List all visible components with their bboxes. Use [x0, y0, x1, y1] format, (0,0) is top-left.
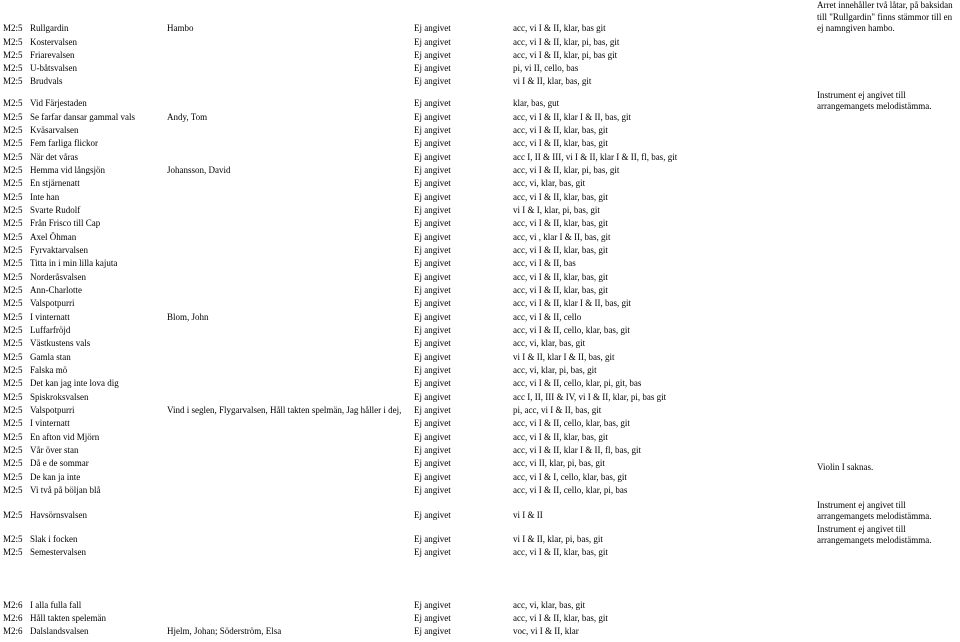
row-instrumentation: acc, vi, klar, bas, git [513, 178, 586, 188]
row-title: Fem farliga flickor [30, 138, 98, 148]
row-instrumentation: acc, vi I & II, klar, bas, git [513, 192, 608, 202]
row-instrumentation: acc, vi I & II, bas [513, 258, 576, 268]
row-instrumentation: acc, vi I & II, klar, bas, git [513, 138, 608, 148]
row-key: Ej angivet [414, 232, 451, 242]
row-instrumentation: vi I & I, klar, pi, bas, git [513, 205, 600, 215]
row-instrumentation: acc, vi I & II, cello, klar, bas, git [513, 325, 630, 335]
row-title: Titta in i min lilla kajuta [30, 258, 118, 268]
row-key: Ej angivet [414, 510, 451, 520]
row-title: Vi två på böljan blå [30, 485, 101, 495]
row-instrumentation: acc, vi I & II, klar, pi, bas, git [513, 37, 620, 47]
row-title: Luffarfröjd [30, 325, 71, 335]
row-catalog-id: M2:6 [3, 613, 23, 623]
row-title: Vid Färjestaden [30, 98, 87, 108]
row-composer: Johansson, David [167, 165, 231, 175]
row-key: Ej angivet [414, 600, 451, 610]
row-catalog-id: M2:5 [3, 378, 23, 388]
row-title: Vår över stan [30, 445, 79, 455]
row-title: Dalslandsvalsen [30, 626, 89, 636]
row-key: Ej angivet [414, 258, 451, 268]
row-composer: Andy, Tom [167, 112, 208, 122]
row-catalog-id: M2:5 [3, 458, 23, 468]
row-catalog-id: M2:5 [3, 152, 23, 162]
row-key: Ej angivet [414, 23, 451, 33]
row-instrumentation: acc I, II, III & IV, vi I & II, klar, pi, bas git [513, 392, 667, 402]
row-title: Inte han [30, 192, 60, 202]
row-title: Valspotpurri [30, 405, 75, 415]
row-composer: Hjelm, Johan; Söderström, Elsa [167, 626, 282, 636]
row-instrumentation: acc, vi I & II, klar, bas git [513, 23, 606, 33]
row-title: U-båtsvalsen [30, 63, 77, 73]
row-catalog-id: M2:5 [3, 63, 23, 73]
row-title: Brudvals [30, 76, 63, 86]
row-key: Ej angivet [414, 285, 451, 295]
row-instrumentation: acc, vi , klar I & II, bas, git [513, 232, 611, 242]
row-instrumentation: pi, acc, vi I & II, bas, git [513, 405, 602, 415]
row-instrumentation: acc, vi I & II, klar I & II, bas, git [513, 298, 631, 308]
row-key: Ej angivet [414, 472, 451, 482]
row-title: Gamla stan [30, 352, 71, 362]
row-key: Ej angivet [414, 458, 451, 468]
row-instrumentation: acc, vi I & II, klar, bas, git [513, 218, 608, 228]
row-composer: Hambo [167, 23, 194, 33]
row-key: Ej angivet [414, 325, 451, 335]
row-title: Spiskroksvalsen [30, 392, 89, 402]
row-composer: Blom, John [167, 312, 209, 322]
row-catalog-id: M2:5 [3, 365, 23, 375]
note-slak-i-focken: Instrument ej angivet till arrangemangets melodistämma. [817, 524, 932, 545]
row-title: Rullgardin [30, 23, 69, 33]
row-key: Ej angivet [414, 298, 451, 308]
row-catalog-id: M2:5 [3, 325, 23, 335]
row-key: Ej angivet [414, 125, 451, 135]
row-catalog-id: M2:5 [3, 445, 23, 455]
row-catalog-id: M2:5 [3, 547, 23, 557]
row-title: Från Frisco till Cap [30, 218, 101, 228]
row-title: Friarevalsen [30, 50, 75, 60]
row-catalog-id: M2:5 [3, 392, 23, 402]
row-key: Ej angivet [414, 63, 451, 73]
row-title: Norderåsvalsen [30, 272, 86, 282]
row-catalog-id: M2:5 [3, 472, 23, 482]
row-title: Slak i focken [30, 534, 78, 544]
row-catalog-id: M2:5 [3, 338, 23, 348]
row-instrumentation: acc, vi I & II, klar, bas, git [513, 125, 608, 135]
row-title: Då e de sommar [30, 458, 89, 468]
row-catalog-id: M2:5 [3, 312, 23, 322]
note-vid-farjestaden: Instrument ej angivet till arrangemangets melodistämma. [817, 90, 932, 111]
row-title: Falska mö [30, 365, 68, 375]
row-catalog-id: M2:5 [3, 352, 23, 362]
row-catalog-id: M2:5 [3, 298, 23, 308]
row-key: Ej angivet [414, 76, 451, 86]
row-title: Havsörnsvalsen [30, 510, 87, 520]
row-instrumentation: acc, vi I & II, klar, bas, git [513, 272, 608, 282]
row-instrumentation: acc, vi I & II, klar, pi, bas git [513, 50, 618, 60]
row-catalog-id: M2:5 [3, 245, 23, 255]
row-key: Ej angivet [414, 378, 451, 388]
row-key: Ej angivet [414, 485, 451, 495]
row-catalog-id: M2:5 [3, 232, 23, 242]
row-title: Svarte Rudolf [30, 205, 81, 215]
row-title: I vinternatt [30, 312, 70, 322]
row-catalog-id: M2:5 [3, 178, 23, 188]
row-key: Ej angivet [414, 37, 451, 47]
row-title: Semestervalsen [30, 547, 86, 557]
row-instrumentation: acc, vi I & II, klar, bas, git [513, 285, 608, 295]
row-catalog-id: M2:5 [3, 23, 23, 33]
row-catalog-id: M2:5 [3, 432, 23, 442]
row-instrumentation: acc, vi, klar, bas, git [513, 600, 586, 610]
row-instrumentation: vi I & II, klar I & II, bas, git [513, 352, 615, 362]
row-title: I alla fulla fall [30, 600, 82, 610]
row-catalog-id: M2:5 [3, 125, 23, 135]
row-title: Det kan jag inte lova dig [30, 378, 119, 388]
row-title: Se farfar dansar gammal vals [30, 112, 135, 122]
row-title: En stjärnenatt [30, 178, 80, 188]
row-catalog-id: M2:5 [3, 205, 23, 215]
row-instrumentation: klar, bas, gut [513, 98, 560, 108]
row-catalog-id: M2:5 [3, 165, 23, 175]
row-key: Ej angivet [414, 272, 451, 282]
row-title: Valspotpurri [30, 298, 75, 308]
row-title: Håll takten spelemän [30, 613, 106, 623]
row-key: Ej angivet [414, 192, 451, 202]
row-key: Ej angivet [414, 547, 451, 557]
row-instrumentation: acc, vi I & II, klar, bas, git [513, 432, 608, 442]
row-key: Ej angivet [414, 613, 451, 623]
row-key: Ej angivet [414, 138, 451, 148]
row-key: Ej angivet [414, 50, 451, 60]
row-title: En afton vid Mjörn [30, 432, 100, 442]
row-instrumentation: acc, vi I & II, cello [513, 312, 582, 322]
row-catalog-id: M2:5 [3, 218, 23, 228]
row-instrumentation: acc, vi I & II, klar, bas, git [513, 613, 608, 623]
row-instrumentation: vi I & II [513, 510, 543, 520]
row-key: Ej angivet [414, 245, 451, 255]
row-instrumentation: vi I & II, klar, pi, bas, git [513, 534, 603, 544]
row-title: Ann-Charlotte [30, 285, 82, 295]
row-instrumentation: acc, vi I & II, klar, bas, git [513, 245, 608, 255]
row-catalog-id: M2:5 [3, 138, 23, 148]
row-title: Kostervalsen [30, 37, 77, 47]
row-catalog-id: M2:5 [3, 285, 23, 295]
row-catalog-id: M2:5 [3, 510, 23, 520]
row-catalog-id: M2:5 [3, 192, 23, 202]
row-key: Ej angivet [414, 392, 451, 402]
row-instrumentation: acc, vi I & II, klar, pi, bas, git [513, 165, 620, 175]
row-key: Ej angivet [414, 626, 451, 636]
row-key: Ej angivet [414, 432, 451, 442]
row-key: Ej angivet [414, 534, 451, 544]
row-key: Ej angivet [414, 418, 451, 428]
row-title: De kan ja inte [30, 472, 81, 482]
row-catalog-id: M2:6 [3, 600, 23, 610]
row-key: Ej angivet [414, 352, 451, 362]
row-key: Ej angivet [414, 178, 451, 188]
row-instrumentation: acc, vi I & I, cello, klar, bas, git [513, 472, 627, 482]
row-key: Ej angivet [414, 152, 451, 162]
row-catalog-id: M2:5 [3, 405, 23, 415]
row-instrumentation: acc, vi, klar, pi, bas, git [513, 365, 597, 375]
row-title: Hemma vid långsjön [30, 165, 105, 175]
row-key: Ej angivet [414, 312, 451, 322]
row-title: I vinternatt [30, 418, 70, 428]
row-instrumentation: acc, vi I & II, klar, bas, git [513, 547, 608, 557]
row-catalog-id: M2:5 [3, 76, 23, 86]
row-key: Ej angivet [414, 112, 451, 122]
row-instrumentation: acc, vi I & II, cello, klar, pi, bas [513, 485, 628, 495]
row-catalog-id: M2:5 [3, 485, 23, 495]
row-instrumentation: acc, vi I & II, klar I & II, bas, git [513, 112, 631, 122]
row-catalog-id: M2:5 [3, 258, 23, 268]
row-key: Ej angivet [414, 445, 451, 455]
row-key: Ej angivet [414, 98, 451, 108]
row-catalog-id: M2:5 [3, 37, 23, 47]
row-key: Ej angivet [414, 205, 451, 215]
row-instrumentation: acc, vi I & II, cello, klar, bas, git [513, 418, 630, 428]
row-key: Ej angivet [414, 165, 451, 175]
row-instrumentation: acc, vi, klar, bas, git [513, 338, 586, 348]
row-catalog-id: M2:5 [3, 98, 23, 108]
row-key: Ej angivet [414, 218, 451, 228]
row-catalog-id: M2:6 [3, 626, 23, 636]
row-composer: Vind i seglen, Flygarvalsen, Håll takten spelmän, Jag håller i dej, [167, 405, 402, 415]
row-instrumentation: acc, vi I & II, klar I & II, fl, bas, git [513, 445, 641, 455]
row-catalog-id: M2:5 [3, 272, 23, 282]
row-title: Axel Öhman [30, 232, 77, 242]
row-key: Ej angivet [414, 365, 451, 375]
row-catalog-id: M2:5 [3, 534, 23, 544]
note-havsornsvalsen: Instrument ej angivet till arrangemangets melodistämma. [817, 500, 932, 521]
row-catalog-id: M2:5 [3, 418, 23, 428]
row-title: Fyrvaktarvalsen [30, 245, 88, 255]
row-instrumentation: pi, vi II, cello, bas [513, 63, 579, 73]
row-instrumentation: acc, vi II, klar, pi, bas, git [513, 458, 605, 468]
row-catalog-id: M2:5 [3, 112, 23, 122]
note-da-e-de-sommar: Violin I saknas. [817, 462, 874, 472]
row-title: När det våras [30, 152, 78, 162]
row-instrumentation: acc, vi I & II, cello, klar, pi, git, bas [513, 378, 642, 388]
row-title: Västkustens vals [30, 338, 91, 348]
row-instrumentation: acc I, II & III, vi I & II, klar I & II, fl, bas, git [513, 152, 678, 162]
row-instrumentation: vi I & II, klar, bas, git [513, 76, 592, 86]
row-instrumentation: voc, vi I & II, klar [513, 626, 579, 636]
row-key: Ej angivet [414, 405, 451, 415]
note-rullgardin: Arret innehåller två låtar, på baksidan till "Rullgardin" finns stämmor till en ej namngiven hambo. [817, 0, 953, 33]
row-title: Kväsarvalsen [30, 125, 79, 135]
row-key: Ej angivet [414, 338, 451, 348]
row-catalog-id: M2:5 [3, 50, 23, 60]
